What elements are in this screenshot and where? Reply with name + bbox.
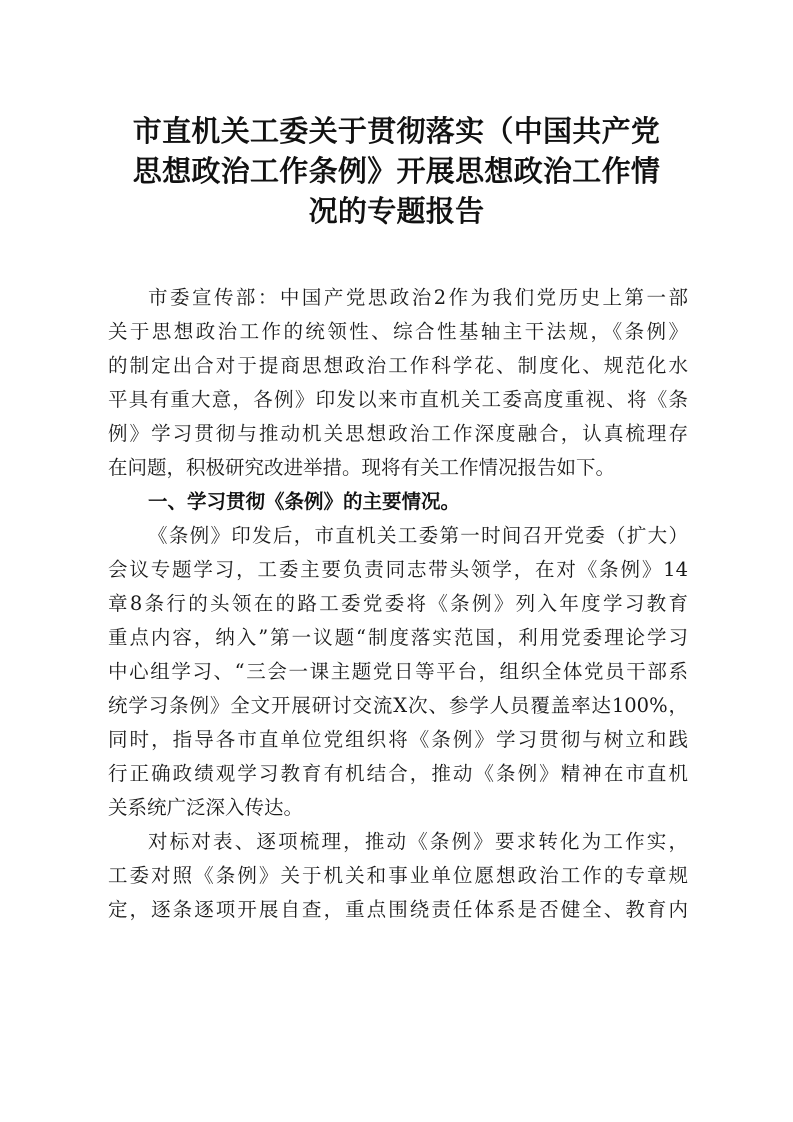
paragraph-line: 在问题，积极研究改进举措。现将有关工作情况报告如下。: [108, 456, 616, 479]
paragraph-line: 关于思想政治工作的统领性、综合性基轴主干法规，《条例》: [108, 320, 688, 343]
paragraph-review: [108, 825, 688, 927]
title-line-1: 市直机关工委关于贯彻落实（中国共产党: [132, 114, 661, 148]
paragraph-line: 关系统广泛深入传达。: [108, 796, 304, 819]
title-line-2: 思想政治工作条例》开展思想政治工作情: [132, 154, 661, 188]
paragraph-line: 行正确政绩观学习教育有机结合，推动《条例》精神在市直机: [108, 762, 688, 785]
paragraph-line: 对标对表、逐项梳理，推动《条例》要求转化为工作实，: [148, 830, 688, 853]
paragraph-line: 的制定出合对于提商思想政治工作科学花、制度化、规范化水: [108, 354, 688, 377]
paragraph-line: 统学习条例》全文开展研讨交流X次、参学人员覆盖率达100%，: [108, 694, 688, 717]
paragraph-study: [108, 519, 688, 825]
paragraph-line: 定，逐条逐项开展自查，重点围绕责任体系是否健全、教育内: [108, 898, 688, 921]
paragraph-line: 章8条行的头领在的路工委党委将《条例》列入年度学习教育: [108, 592, 688, 615]
paragraph-line: 工委对照《条例》关于机关和事业单位愿想政治工作的专章规: [108, 864, 688, 887]
paragraph-line: 市委宣传部：中国产党思政治2作为我们党历史上第一部: [148, 286, 688, 309]
report-body: [108, 281, 688, 927]
paragraph-intro: [108, 281, 688, 485]
paragraph-line: 《条例》印发后，市直机关工委第一时间召开党委（扩大）: [148, 524, 688, 547]
paragraph-line: 例》学习贯彻与推动机关思想政治工作深度融合，认真梳理存: [108, 422, 688, 445]
paragraph-line: 中心组学习、“三会一课主题党日等平台，组织全体党员干部系: [108, 660, 688, 683]
report-title: [105, 111, 688, 231]
paragraph-line: 平具有重大意，各例》印发以来市直机关工委高度重视、将《条: [108, 388, 688, 411]
paragraph-line: 同时，指导各市直单位党组织将《条例》学习贯彻与树立和践: [108, 728, 688, 751]
section-heading: 一、学习贯彻《条例》的主要情况。: [148, 490, 461, 513]
title-line-3: 况的专题报告: [308, 194, 485, 228]
paragraph-line: 重点内容，纳入”第一议题“制度落实范国，利用党委理论学习: [108, 626, 688, 649]
paragraph-line: 会议专题学习，工委主要负责同志带头领学，在对《条例》14: [108, 558, 688, 581]
